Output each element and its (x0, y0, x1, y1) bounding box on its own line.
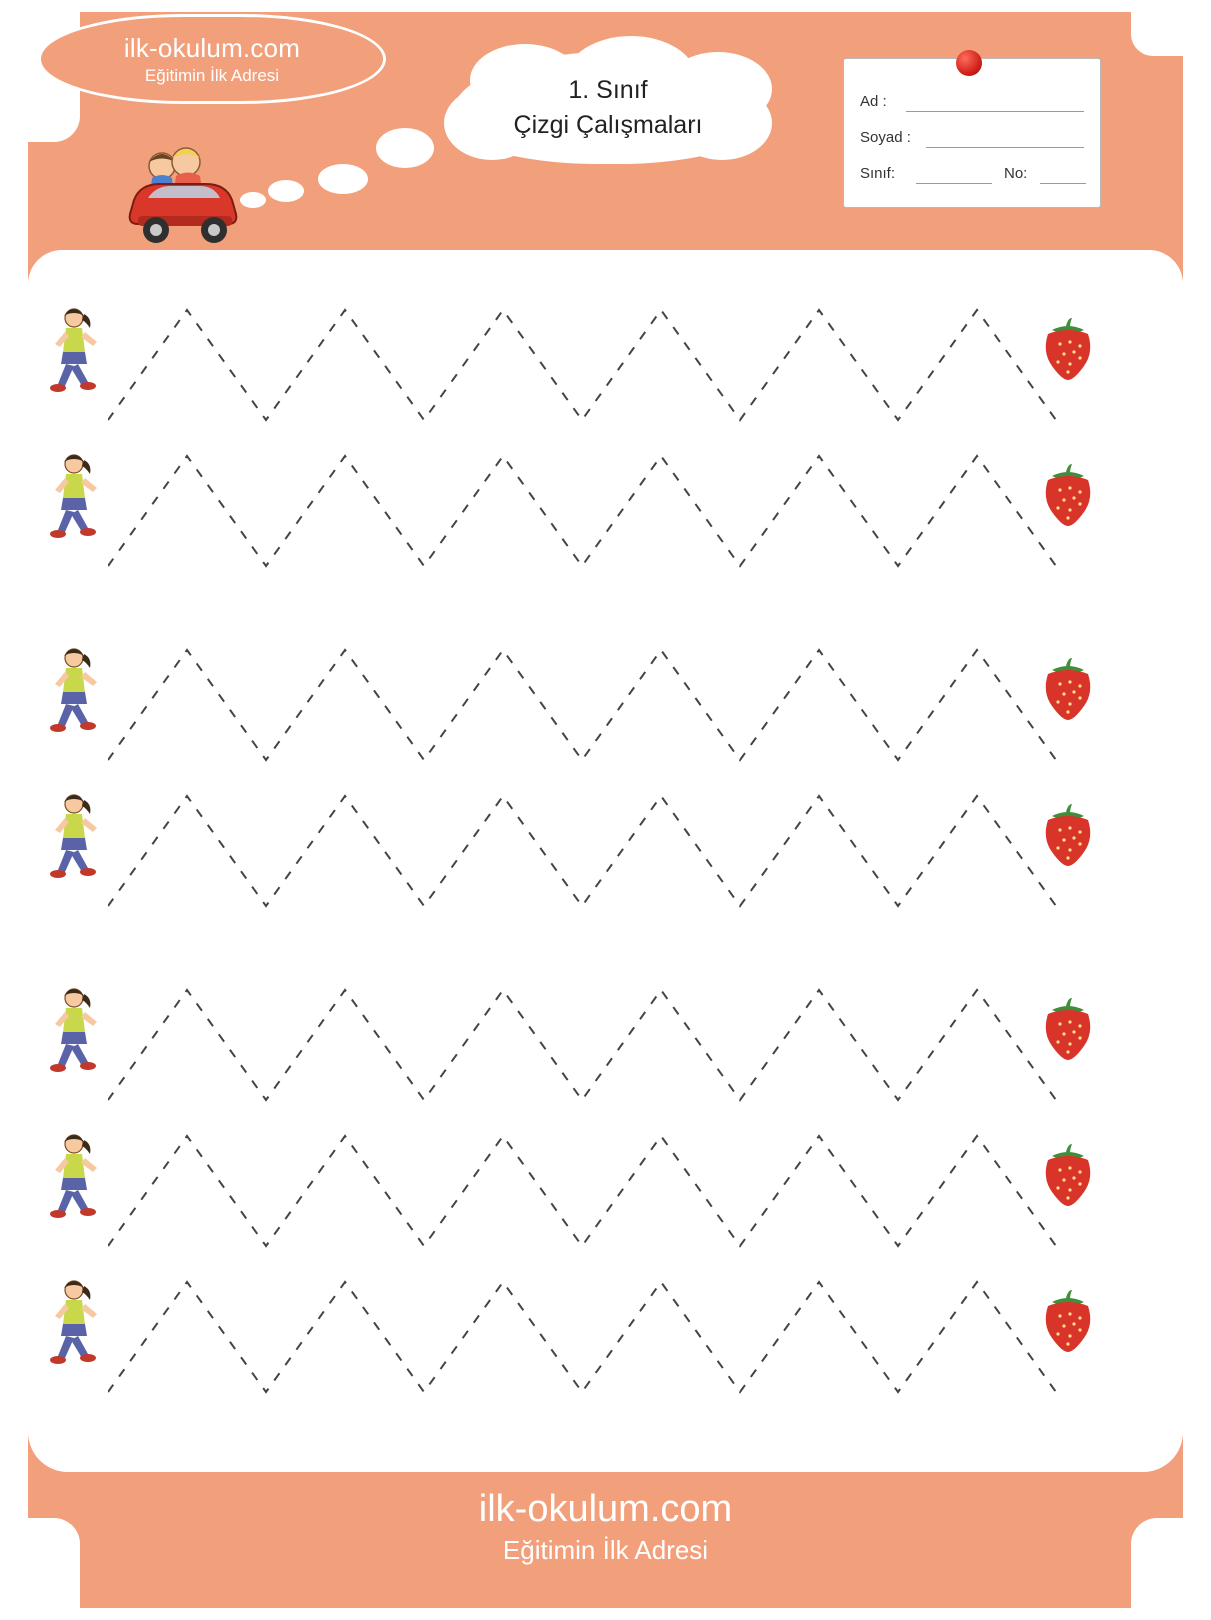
field-input-no[interactable] (1040, 183, 1086, 184)
tracing-rows (0, 290, 1211, 1390)
thought-bubble-lobe-4 (240, 192, 266, 208)
strawberry-icon (1040, 804, 1096, 868)
walking-girl-icon (44, 644, 104, 740)
field-input-soyad[interactable] (926, 147, 1084, 148)
red-pin-icon (956, 50, 982, 76)
header-bottom-curve (28, 250, 1183, 284)
tracing-row (0, 776, 1211, 924)
title-line-2: Çizgi Çalışmaları (513, 111, 703, 139)
dashed-zigzag-path (108, 436, 1058, 584)
student-info-card (843, 58, 1101, 208)
tracing-row (0, 290, 1211, 438)
tracing-row (0, 1116, 1211, 1264)
field-label-soyad: Soyad : (860, 129, 911, 146)
dashed-zigzag-path (108, 970, 1058, 1118)
footer-top-curve (28, 1432, 1183, 1472)
walking-girl-icon (44, 790, 104, 886)
header-notch-right (1131, 12, 1183, 56)
tracing-row (0, 970, 1211, 1118)
footer-sub-text: Eğitimin İlk Adresi (502, 1535, 709, 1565)
dashed-zigzag-path (108, 776, 1058, 924)
strawberry-icon (1040, 318, 1096, 382)
logo-main-text: ilk-okulum.com (123, 32, 301, 63)
car-with-kids-icon (118, 138, 248, 248)
walking-girl-icon (44, 450, 104, 546)
site-logo (38, 14, 386, 104)
walking-girl-icon (44, 304, 104, 400)
thought-bubble-lobe-3 (268, 180, 304, 202)
strawberry-icon (1040, 1144, 1096, 1208)
field-input-sinif[interactable] (916, 183, 992, 184)
dashed-zigzag-path (108, 630, 1058, 778)
title-line-1: 1. Sınıf (568, 76, 648, 104)
walking-girl-icon (44, 1130, 104, 1226)
thought-bubble-lobe-1 (376, 128, 434, 168)
logo-sub-text: Eğitimin İlk Adresi (144, 65, 280, 85)
field-input-ad[interactable] (906, 111, 1084, 112)
walking-girl-icon (44, 1276, 104, 1372)
strawberry-icon (1040, 464, 1096, 528)
footer-branding (0, 1488, 1211, 1566)
dashed-zigzag-path (108, 1262, 1058, 1410)
footer-main-text: ilk-okulum.com (478, 1488, 733, 1530)
dashed-zigzag-path (108, 1116, 1058, 1264)
strawberry-icon (1040, 658, 1096, 722)
strawberry-icon (1040, 1290, 1096, 1354)
tracing-row (0, 436, 1211, 584)
walking-girl-icon (44, 984, 104, 1080)
tracing-row (0, 630, 1211, 778)
field-label-sinif: Sınıf: (860, 165, 896, 182)
field-label-ad: Ad : (860, 93, 887, 110)
field-label-no: No: (1004, 165, 1028, 182)
strawberry-icon (1040, 998, 1096, 1062)
thought-bubble-lobe-2 (318, 164, 368, 194)
dashed-zigzag-path (108, 290, 1058, 438)
tracing-row (0, 1262, 1211, 1410)
